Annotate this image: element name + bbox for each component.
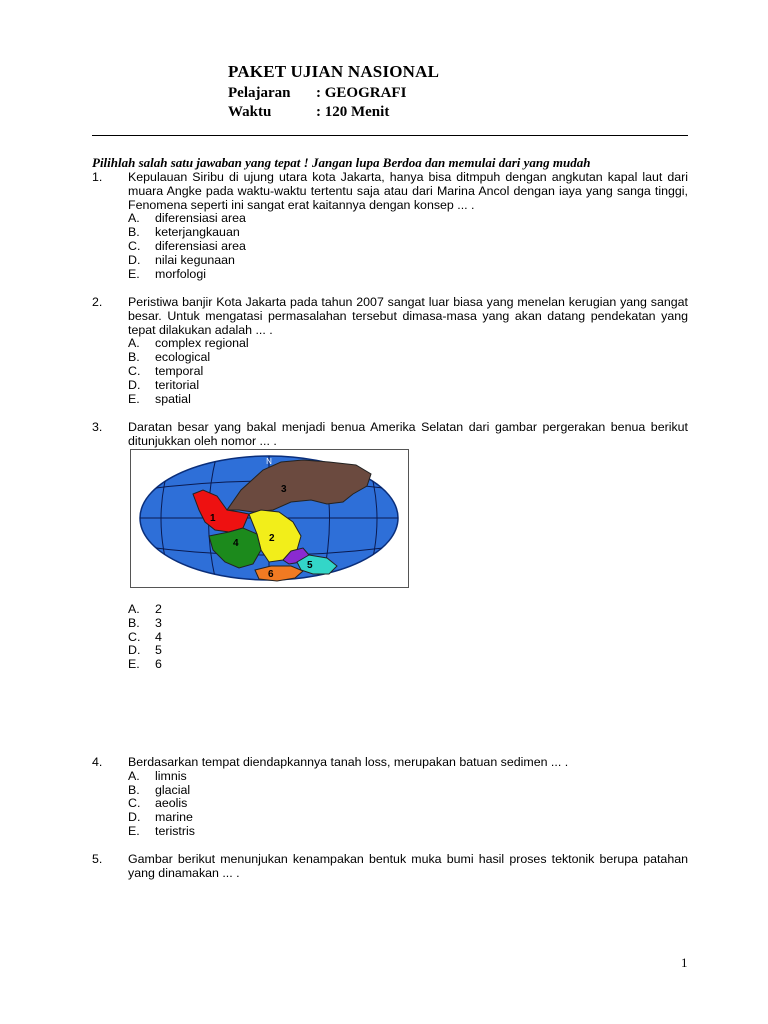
- instruction-text: Pilihlah salah satu jawaban yang tepat ! Jangan lupa Berdoa dan memulai dari yang mudah: [92, 155, 591, 170]
- option-a[interactable]: [128, 770, 692, 784]
- option-text: diferensiasi area: [155, 211, 246, 226]
- option-letter: C.: [128, 363, 141, 378]
- question-5: [92, 853, 692, 881]
- map-label-2: 2: [269, 533, 275, 544]
- option-b[interactable]: [128, 784, 692, 798]
- option-e[interactable]: [128, 268, 692, 282]
- map-label-1: 1: [210, 513, 216, 524]
- option-text: nilai kegunaan: [155, 252, 235, 267]
- question-3-options: [92, 603, 692, 672]
- option-letter: B.: [128, 615, 140, 630]
- option-text: marine: [155, 810, 193, 825]
- option-letter: E.: [128, 266, 140, 281]
- question-stem: Peristiwa banjir Kota Jakarta pada tahun 2007 sangat luar biasa yang menelan kerugian yang sangat besar. Untuk mengatasi permasalahan tersebut dimasa-masa yang akan datang pendekatan yang tepat dilakukan adalah ... .: [128, 295, 688, 337]
- option-c[interactable]: [128, 631, 692, 645]
- question-1: [92, 171, 692, 281]
- option-text: glacial: [155, 782, 191, 797]
- option-letter: D.: [128, 810, 141, 825]
- option-text: teritorial: [155, 377, 200, 392]
- option-text: limnis: [155, 768, 187, 783]
- question-number: 5.: [92, 852, 103, 866]
- option-letter: D.: [128, 643, 141, 658]
- question-number: 2.: [92, 295, 103, 309]
- question-3: [92, 421, 692, 449]
- time-label: Waktu: [228, 104, 272, 120]
- option-text: diferensiasi area: [155, 238, 246, 253]
- option-text: 2: [155, 602, 162, 616]
- option-c[interactable]: [128, 240, 692, 254]
- option-list: [128, 212, 692, 281]
- option-letter: C.: [128, 629, 141, 644]
- option-letter: B.: [128, 782, 140, 797]
- question-stem: Daratan besar yang bakal menjadi benua Amerika Selatan dari gambar pergerakan benua berikut ditunjukkan oleh nomor ... .: [128, 420, 688, 448]
- option-e[interactable]: [128, 393, 692, 407]
- question-2: [92, 296, 692, 406]
- option-text: 4: [155, 629, 162, 644]
- option-b[interactable]: [128, 226, 692, 240]
- option-c[interactable]: [128, 365, 692, 379]
- exam-title: PAKET UJIAN NASIONAL: [228, 62, 440, 81]
- map-label-6: 6: [268, 569, 274, 580]
- option-letter: B.: [128, 350, 140, 365]
- option-a[interactable]: [128, 212, 692, 226]
- option-text: teristris: [155, 823, 195, 838]
- option-letter: A.: [128, 768, 140, 783]
- option-letter: A.: [128, 211, 140, 226]
- exam-header: [228, 62, 439, 123]
- question-stem: Gambar berikut menunjukan kenampakan bentuk muka bumi hasil proses tektonik berupa patahan yang dinamakan ... .: [128, 852, 688, 880]
- time-row: [228, 104, 439, 123]
- option-b[interactable]: [128, 351, 692, 365]
- pangaea-map-image: [131, 450, 408, 587]
- continental-drift-map: [130, 449, 409, 588]
- option-list: [128, 337, 692, 406]
- option-text: complex regional: [155, 336, 249, 351]
- option-letter: E.: [128, 391, 140, 406]
- option-c[interactable]: [128, 797, 692, 811]
- option-text: keterjangkauan: [155, 225, 240, 240]
- option-d[interactable]: [128, 254, 692, 268]
- option-text: morfologi: [155, 266, 206, 281]
- option-letter: D.: [128, 377, 141, 392]
- map-label-3: 3: [281, 484, 287, 495]
- page-number: 1: [681, 955, 688, 970]
- north-marker: N: [266, 457, 272, 466]
- subject-value: : GEOGRAFI: [316, 85, 407, 101]
- option-text: temporal: [155, 363, 204, 378]
- option-text: 5: [155, 643, 162, 658]
- option-d[interactable]: [128, 811, 692, 825]
- question-number: 4.: [92, 755, 103, 769]
- option-letter: E.: [128, 823, 140, 838]
- option-d[interactable]: [128, 379, 692, 393]
- option-e[interactable]: [128, 658, 692, 672]
- question-number: 1.: [92, 170, 103, 184]
- option-text: ecological: [155, 350, 211, 365]
- option-letter: C.: [128, 796, 141, 811]
- option-text: 3: [155, 615, 162, 630]
- question-stem: Kepulauan Siribu di ujung utara kota Jakarta, hanya bisa ditmpuh dengan angkutan kapal laut dari muara Angke pada waktu-waktu tertentu saja atau dari Marina Ancol dengan iaya yang sanga tinggi, Fenomena seperti ini sangat erat kaitannya dengan konsep ... .: [128, 170, 688, 212]
- option-letter: C.: [128, 238, 141, 253]
- option-d[interactable]: [128, 644, 692, 658]
- option-text: spatial: [155, 391, 191, 406]
- question-number: 3.: [92, 420, 103, 434]
- map-label-4: 4: [233, 538, 239, 549]
- option-list: [128, 770, 692, 839]
- option-letter: E.: [128, 657, 140, 672]
- option-list: [128, 603, 692, 672]
- subject-row: [228, 85, 439, 104]
- option-a[interactable]: [128, 337, 692, 351]
- header-divider: [92, 135, 688, 136]
- question-4: [92, 756, 692, 839]
- option-letter: A.: [128, 602, 140, 616]
- option-letter: A.: [128, 336, 140, 351]
- option-e[interactable]: [128, 825, 692, 839]
- option-letter: D.: [128, 252, 141, 267]
- option-a[interactable]: [128, 603, 692, 617]
- option-b[interactable]: [128, 617, 692, 631]
- map-label-5: 5: [307, 560, 313, 571]
- subject-label: Pelajaran: [228, 85, 291, 101]
- option-text: 6: [155, 657, 162, 672]
- option-text: aeolis: [155, 796, 188, 811]
- time-value: : 120 Menit: [316, 104, 390, 120]
- option-letter: B.: [128, 225, 140, 240]
- question-stem: Berdasarkan tempat diendapkannya tanah loss, merupakan batuan sedimen ... .: [128, 755, 569, 769]
